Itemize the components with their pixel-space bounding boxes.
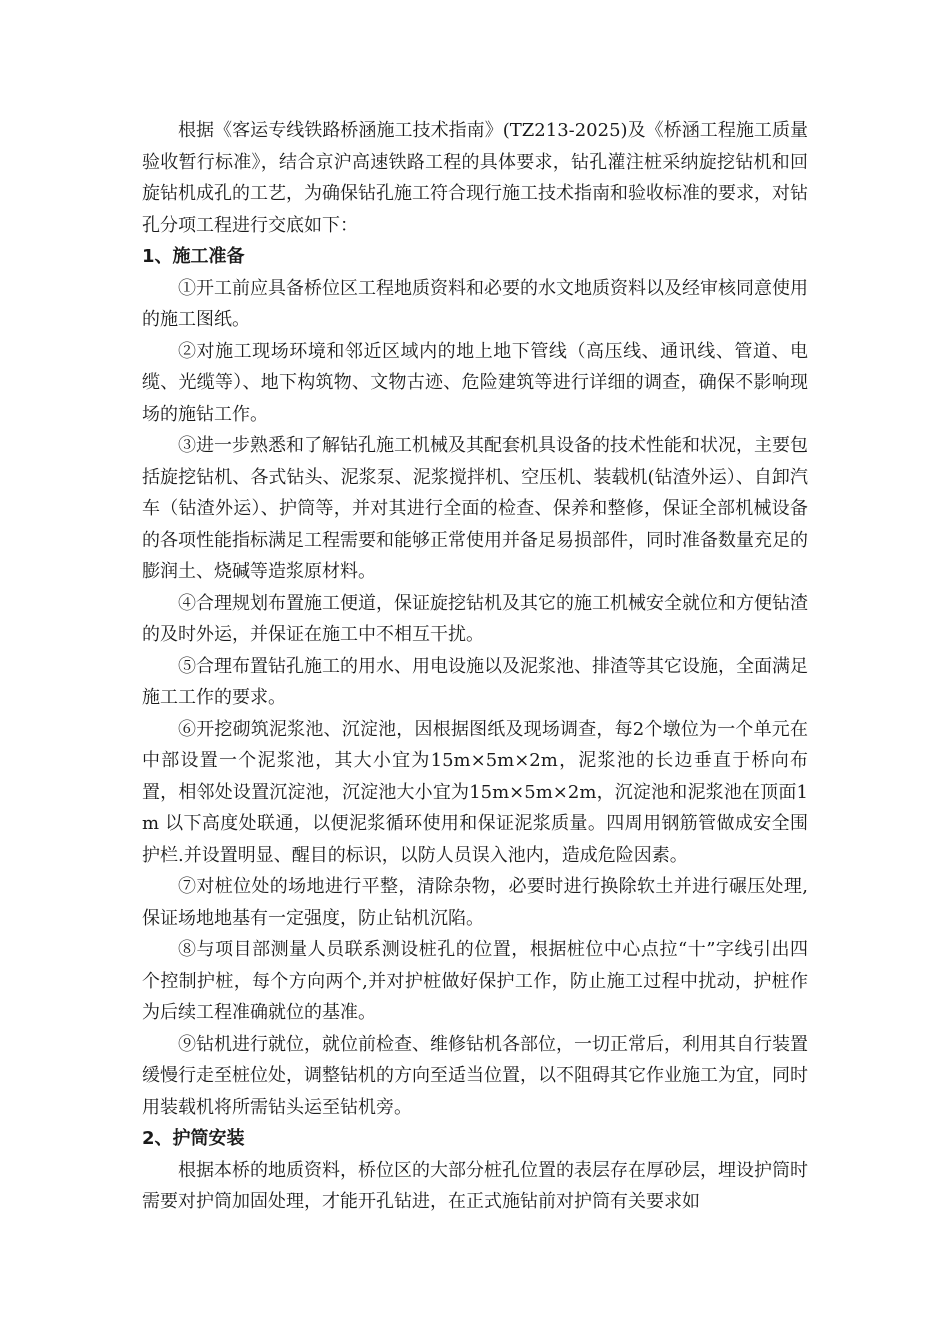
- prep-item-9: ⑨钻机进行就位，就位前检查、维修钻机各部位，一切正常后，利用其自行装置缓慢行走至桩位处，调整钻机的方向至适当位置，以不阻碍其它作业施工为宜，同时用装载机将所需钻头运至钻机旁。: [142, 1033, 808, 1118]
- section-1-heading: 1、施工准备: [142, 246, 245, 267]
- prep-item-5: ⑤合理布置钻孔施工的用水、用电设施以及泥浆池、排渣等其它设施，全面满足施工工作的要求。: [142, 655, 808, 708]
- prep-item-2: ②对施工现场环境和邻近区域内的地上地下管线（高压线、通讯线、管道、电缆、光缆等）、地下构筑物、文物古迹、危险建筑等进行详细的调查，确保不影响现场的施钻工作。: [142, 340, 808, 425]
- intro-paragraph: 根据《客运专线铁路桥涵施工技术指南》(TZ213-2025)及《桥涵工程施工质量验收暂行标准》，结合京沪高速铁路工程的具体要求，钻孔灌注桩采纳旋挖钻机和回旋钻机成孔的工艺，为确保钻孔施工符合现行施工技术指南和验收标准的要求，对钻孔分项工程进行交底如下：: [142, 120, 808, 236]
- prep-item-4: ④合理规划布置施工便道，保证旋挖钻机及其它的施工机械安全就位和方便钻渣的及时外运，并保证在施工中不相互干扰。: [142, 592, 808, 645]
- section-2-heading: 2、护筒安装: [142, 1128, 245, 1149]
- prep-item-6: ⑥开挖砌筑泥浆池、沉淀池，因根据图纸及现场调查，每2个墩位为一个单元在中部设置一个泥浆池，其大小宜为15m×5m×2m，泥浆池的长边垂直于桥向布置，相邻处设置沉淀池，沉淀池大小宜为15m×5m×2m，沉淀池和泥浆池在顶面1m 以下高度处联通，以便泥浆循环使用和保证泥浆质量。四周用钢筋管做成安全围护栏.并设置明显、醒目的标识，以防人员误入池内，造成危险因素。: [142, 718, 808, 866]
- casing-paragraph: 根据本桥的地质资料，桥位区的大部分桩孔位置的表层存在厚砂层，埋设护筒时需要对护筒加固处理，才能开孔钻进，在正式施钻前对护筒有关要求如: [142, 1159, 808, 1212]
- prep-item-3: ③进一步熟悉和了解钻孔施工机械及其配套机具设备的技术性能和状况，主要包括旋挖钻机、各式钻头、泥浆泵、泥浆搅拌机、空压机、装载机(钻渣外运）、自卸汽车（钻渣外运）、护筒等，并对其进行全面的检查、保养和整修，保证全部机械设备的各项性能指标满足工程需要和能够正常使用并备足易损部件，同时准备数量充足的膨润土、烧碱等造浆原材料。: [142, 435, 808, 582]
- document-body: [142, 115, 808, 1218]
- prep-item-8: ⑧与项目部测量人员联系测设桩孔的位置，根据桩位中心点拉“十”字线引出四个控制护桩，每个方向两个,并对护桩做好保护工作，防止施工过程中扰动，护桩作为后续工程准确就位的基准。: [142, 939, 808, 1023]
- prep-item-7: ⑦对桩位处的场地进行平整，清除杂物，必要时进行换除软土并进行碾压处理,保证场地地基有一定强度，防止钻机沉陷。: [142, 876, 808, 929]
- prep-item-1: ①开工前应具备桥位区工程地质资料和必要的水文地质资料以及经审核同意使用的施工图纸。: [142, 277, 808, 330]
